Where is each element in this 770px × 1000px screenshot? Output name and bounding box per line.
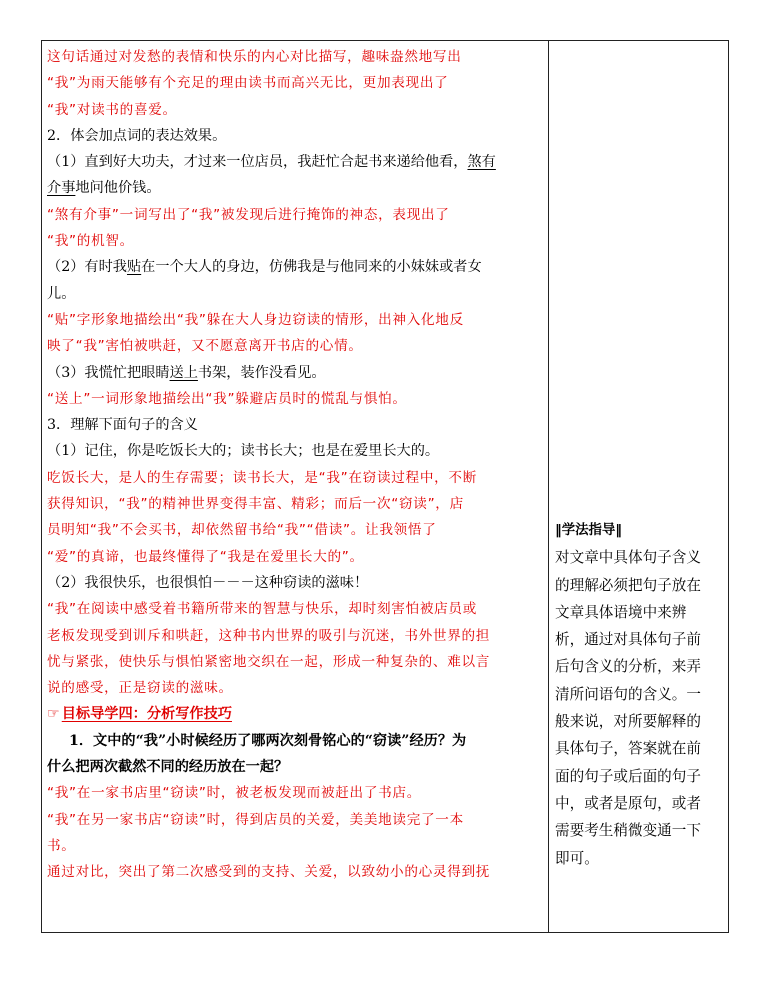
method-guide-line: 具体句子，答案就在前: [555, 740, 701, 758]
answer-line: 映了“我”害怕被哄赶，又不愿意离开书店的心情。: [47, 338, 363, 355]
method-guide-line: 文章具体语境中来辨: [555, 603, 687, 621]
question-sentence: 儿。: [47, 285, 76, 302]
question-bold: 1．文中的“我”小时候经历了哪两次刻骨铭心的“窃读”经历？为: [69, 732, 467, 749]
method-guide-title: ‖学法指导‖: [555, 523, 622, 538]
answer-line: 通过对比，突出了第二次感受到的支持、关爱，以致幼小的心灵得到抚: [47, 864, 491, 881]
answer-line: 书。: [47, 837, 76, 854]
method-guide-line: 的理解必须把句子放在: [555, 576, 701, 594]
answer-line: “我”对读书的喜爱。: [47, 101, 177, 118]
answer-line: “我”在一家书店里“窃读”时，被老板发现而被赶出了书店。: [47, 785, 422, 802]
answer-line: “我”的机智。: [47, 233, 134, 250]
answer-line: 获得知识，“我”的精神世界变得丰富、精彩；而后一次“窃读”，店: [47, 496, 464, 513]
method-guide-line: 即可。: [555, 849, 599, 867]
answer-line: “送上”一词形象地描绘出“我”躲避店员时的慌乱与惧怕。: [47, 390, 407, 407]
answer-line: 忧与紧张，使快乐与惧怕紧密地交织在一起，形成一种复杂的、难以言: [47, 653, 491, 670]
answer-line: 员明知“我”不会买书，却依然留书给“我”“借读”。让我领悟了: [47, 522, 437, 539]
method-guide-line: 需要考生稍微变通一下: [555, 822, 701, 840]
question-bold: 什么把两次截然不同的经历放在一起？: [47, 759, 289, 776]
answer-line: “我”在另一家书店“窃读”时，得到店员的关爱，美美地读完了一本: [47, 811, 464, 828]
method-guide-line: 般来说，对所要解释的: [555, 713, 701, 731]
question-sentence: （3）我慌忙把眼睛送上书架，装作没看见。: [47, 364, 326, 381]
answer-line: “我”为雨天能够有个充足的理由读书而高兴无比，更加表现出了: [47, 75, 449, 92]
method-guide-line: 清所问语句的含义。一: [555, 685, 701, 703]
pointing-hand-icon: ☞: [47, 706, 60, 723]
question-sentence: （2）有时我贴在一个大人的身边，仿佛我是与他同来的小妹妹或者女: [47, 259, 482, 276]
answer-line: “我”在阅读中感受着书籍所带来的智慧与快乐，却时刻害怕被店员或: [47, 601, 478, 618]
question-heading: 3．理解下面句子的含义: [47, 417, 198, 434]
section-goal-heading: ☞ 目标导学四：分析写作技巧: [47, 706, 232, 723]
column-divider: [548, 40, 549, 933]
answer-line: “贴”字形象地描绘出“我”躲在大人身边窃读的情形，出神入化地反: [47, 311, 464, 328]
answer-line: “爱”的真谛，也最终懂得了“我是在爱里长大的”。: [47, 548, 364, 565]
method-guide-line: 析，通过对具体句子前: [555, 631, 701, 649]
question-sentence: （1）直到好大功夫，才过来一位店员，我赶忙合起书来递给他看，煞有: [47, 154, 496, 171]
question-sentence: 介事地问他价钱。: [47, 180, 161, 197]
answer-line: 吃饭长大，是人的生存需要；读书长大，是“我”在窃读过程中，不断: [47, 469, 478, 486]
method-guide-line: 面的句子或后面的句子: [555, 767, 701, 785]
question-heading: 2．体会加点词的表达效果。: [47, 127, 227, 144]
answer-line: 说的感受，正是窃读的滋味。: [47, 680, 233, 697]
emphasized-word: 送上: [169, 364, 198, 381]
emphasized-word: 煞有: [467, 154, 496, 171]
question-sentence: （2）我很快乐，也很惧怕－－－这种窃读的滋味！: [47, 574, 369, 591]
method-guide-line: 中，或者是原句，或者: [555, 794, 701, 812]
main-column: [47, 44, 543, 886]
question-sentence: （1）记住，你是吃饭长大的；读书长大；也是在爱里长大的。: [47, 443, 440, 460]
answer-line: “煞有介事”一词写出了“我”被发现后进行掩饰的神态，表现出了: [47, 206, 450, 223]
method-guide-column: [555, 517, 725, 872]
answer-line: 这句话通过对发愁的表情和快乐的内心对比描写，趣味盎然地写出: [47, 49, 462, 65]
method-guide-line: 后句含义的分析，来弄: [555, 658, 701, 676]
emphasized-word: 介事: [47, 180, 76, 197]
method-guide-line: 对文章中具体句子含义: [555, 549, 701, 567]
emphasized-word: 贴: [126, 259, 142, 276]
answer-line: 老板发现受到训斥和哄赶，这种书内世界的吸引与沉迷，书外世界的担: [47, 627, 491, 644]
